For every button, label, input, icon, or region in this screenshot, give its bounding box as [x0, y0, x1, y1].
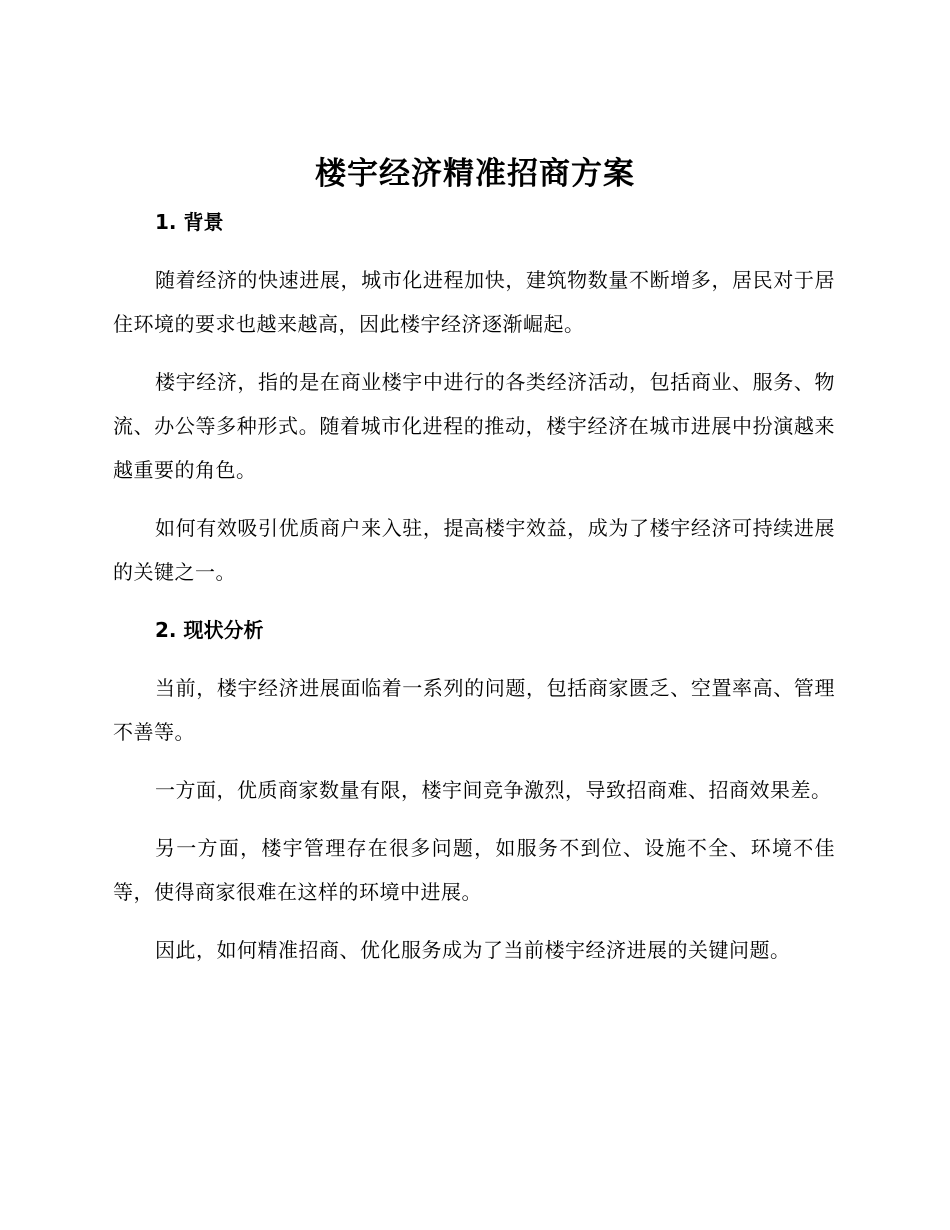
paragraph: 一方面，优质商家数量有限，楼宇间竞争激烈，导致招商难、招商效果差。 — [155, 778, 832, 802]
section-heading-background: 1. 背景 — [155, 210, 224, 234]
document-body — [113, 200, 835, 972]
paragraph: 另一方面，楼宇管理存在很多问题，如服务不到位、设施不全、环境不佳等，使得商家很难在这样的环境中进展。 — [113, 836, 835, 904]
document-title: 楼宇经济精准招商方案 — [315, 156, 635, 192]
section-heading-status-analysis: 2. 现状分析 — [155, 618, 264, 642]
paragraph: 随着经济的快速进展，城市化进程加快，建筑物数量不断增多，居民对于居住环境的要求也越来越高，因此楼宇经济逐渐崛起。 — [113, 268, 835, 336]
paragraph: 当前，楼宇经济进展面临着一系列的问题，包括商家匮乏、空置率高、管理不善等。 — [113, 676, 835, 744]
paragraph: 如何有效吸引优质商户来入驻，提高楼宇效益，成为了楼宇经济可持续进展的关键之一。 — [113, 516, 835, 584]
paragraph: 因此，如何精准招商、优化服务成为了当前楼宇经济进展的关键问题。 — [155, 938, 791, 962]
paragraph: 楼宇经济，指的是在商业楼宇中进行的各类经济活动，包括商业、服务、物流、办公等多种形式。随着城市化进程的推动，楼宇经济在城市进展中扮演越来越重要的角色。 — [113, 370, 835, 482]
